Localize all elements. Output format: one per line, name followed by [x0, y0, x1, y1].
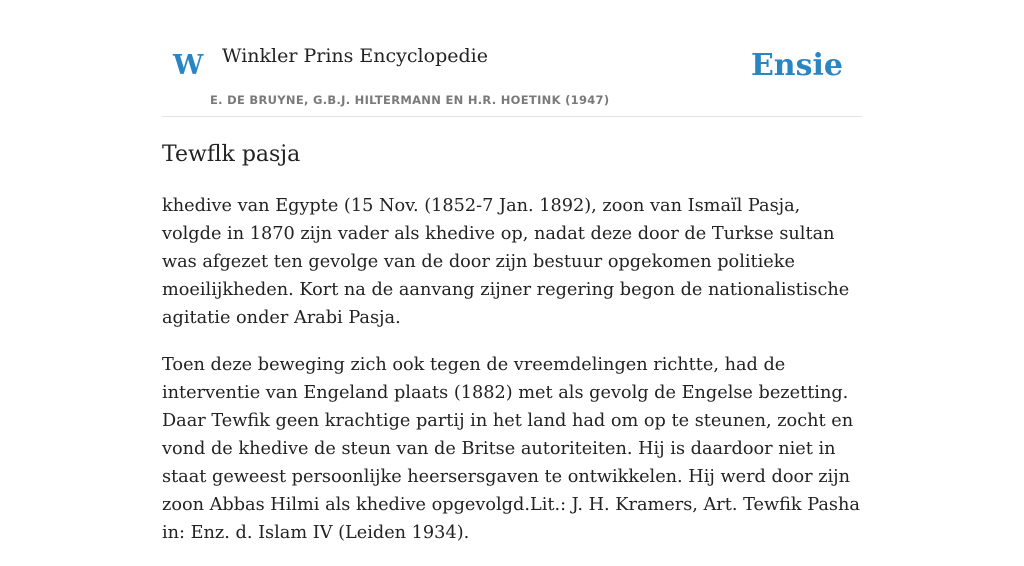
- winkler-prins-logo[interactable]: W: [173, 50, 204, 81]
- site-title[interactable]: Winkler Prins Encyclopedie: [222, 45, 488, 67]
- article-paragraph: khedive van Egypte (15 Nov. (1852-7 Jan. 1892), zoon van Ismaïl Pasja, volgde in 1870 zijn vader als khedive op, nadat deze door de Turkse sultan was afgezet ten gevolge van de door zijn bestuur opgekomen politieke moeilijkheden. Kort na de aanvang zijner regering begon de nationalistische agitatie onder Arabi Pasja.: [162, 196, 850, 328]
- authors-line: E. DE BRUYNE, G.B.J. HILTERMANN EN H.R. HOETINK (1947): [210, 93, 610, 107]
- article-body: [162, 192, 862, 566]
- article-title: Tewflk pasja: [162, 142, 301, 167]
- article-paragraph: Toen deze beweging zich ook tegen de vreemdelingen richtte, had de interventie van Engeland plaats (1882) met als gevolg de Engelse bezetting. Daar Tewfik geen krachtige partij in het land had om op te steunen, zocht en vond de khedive de steun van de Britse autoriteiten. Hij is daardoor niet in staat geweest persoonlijke heersersgaven te ontwikkelen. Hij werd door zijn zoon Abbas Hilmi als khedive opgevolgd.Lit.: J. H. Kramers, Art. Tewfik Pasha in: Enz. d. Islam IV (Leiden 1934).: [162, 355, 860, 543]
- site-header: [162, 0, 862, 117]
- ensie-brand-logo[interactable]: Ensie: [750, 48, 843, 83]
